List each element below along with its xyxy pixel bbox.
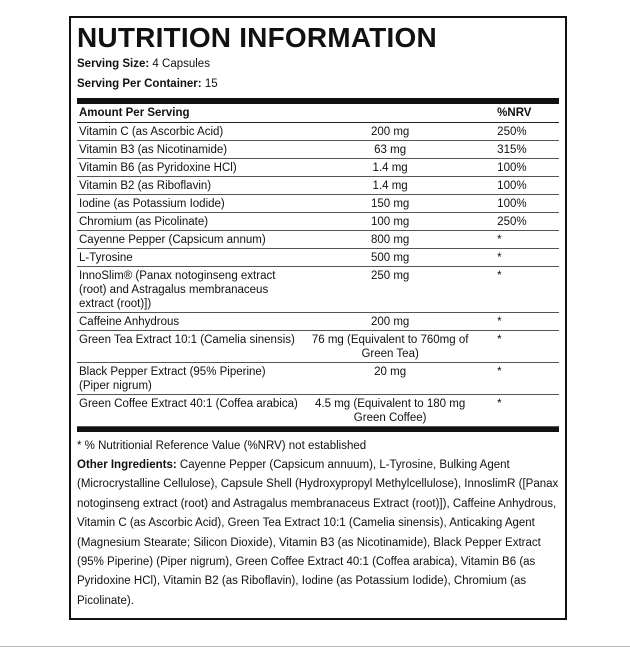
other-ingredients-text: Cayenne Pepper (Capsicum annuum), L-Tyrosine, Bulking Agent (Microcrystalline Cellulose), Capsule Shell (Hydroxypropyl Methylcellulose), InnoslimR ([Panax notoginseng extract (root) and Astragalus membranaceus Extract (root)]), Caffeine Anhydrous, Vitamin C (as Ascorbic Acid), Green Tea Extract 10:1 (Camelia sinensis), Anticaking Agent (Magnesium Stearate; Silicon Dioxide), Vitamin B3 (as Nicotinamide), Black Pepper Extract (95% Piperine) (Piper nigrum), Green Coffee Extract 40:1 (Coffea arabica), Vitamin B6 (as Pyridoxine HCl), Vitamin B2 (as Riboflavin), Iodine (as Potassium Iodide), Chromium (as Picolinate). — [77, 459, 559, 607]
ingredient-amount: 500 mg — [301, 249, 479, 267]
ingredient-amount: 800 mg — [301, 231, 479, 249]
table-header-row — [77, 104, 559, 123]
ingredient-nrv: 100% — [479, 159, 559, 177]
ingredient-amount: 20 mg — [301, 363, 479, 395]
ingredient-amount: 76 mg (Equivalent to 760mg of Green Tea) — [301, 331, 479, 363]
header-amount: Amount Per Serving — [77, 104, 301, 123]
table-row — [77, 363, 559, 395]
ingredient-name: Green Tea Extract 10:1 (Camelia sinensis) — [77, 331, 301, 363]
ingredient-name: Caffeine Anhydrous — [77, 313, 301, 331]
ingredient-name: Vitamin B2 (as Riboflavin) — [77, 177, 301, 195]
table-row — [77, 395, 559, 427]
ingredient-nrv: 250% — [479, 213, 559, 231]
ingredient-nrv: 250% — [479, 123, 559, 141]
ingredient-nrv: * — [479, 249, 559, 267]
servings-label: Serving Per Container: — [77, 78, 202, 90]
table-row — [77, 231, 559, 249]
page-title: NUTRITION INFORMATION — [77, 22, 437, 53]
ingredient-nrv: * — [479, 231, 559, 249]
table-row — [77, 213, 559, 231]
ingredient-name: Cayenne Pepper (Capsicum annum) — [77, 231, 301, 249]
table-row — [77, 177, 559, 195]
ingredient-nrv: * — [479, 363, 559, 395]
table-row — [77, 267, 559, 313]
ingredient-amount: 1.4 mg — [301, 177, 479, 195]
other-ingredients-label: Other Ingredients: — [77, 459, 177, 471]
table-row — [77, 249, 559, 267]
ingredient-amount: 63 mg — [301, 141, 479, 159]
nutrition-table — [77, 104, 559, 427]
ingredient-nrv: * — [479, 313, 559, 331]
ingredient-amount: 250 mg — [301, 267, 479, 313]
ingredient-amount: 1.4 mg — [301, 159, 479, 177]
ingredient-amount: 200 mg — [301, 313, 479, 331]
ingredient-name: Iodine (as Potassium Iodide) — [77, 195, 301, 213]
page-bottom-divider — [0, 646, 630, 647]
table-row — [77, 313, 559, 331]
table-row — [77, 331, 559, 363]
ingredient-name: Vitamin C (as Ascorbic Acid) — [77, 123, 301, 141]
ingredient-amount: 200 mg — [301, 123, 479, 141]
table-row — [77, 159, 559, 177]
table-row — [77, 123, 559, 141]
header-nrv: %NRV — [479, 104, 559, 123]
table-row — [77, 141, 559, 159]
header-blank — [301, 104, 479, 123]
serving-size — [77, 54, 559, 74]
ingredient-nrv: 315% — [479, 141, 559, 159]
ingredient-name: InnoSlim® (Panax notoginseng extract (root) and Astragalus membranaceus extract (root)]) — [77, 267, 301, 313]
other-ingredients — [77, 456, 559, 611]
serving-size-label: Serving Size: — [77, 58, 150, 70]
ingredient-nrv: * — [479, 395, 559, 427]
nrv-footnote: * % Nutritionial Reference Value (%NRV) not established — [77, 440, 367, 452]
serving-size-value: 4 Capsules — [152, 58, 210, 70]
thick-divider-bottom — [77, 427, 559, 432]
ingredient-nrv: * — [479, 331, 559, 363]
ingredient-name: Vitamin B6 (as Pyridoxine HCl) — [77, 159, 301, 177]
ingredient-name: Chromium (as Picolinate) — [77, 213, 301, 231]
ingredient-name: Vitamin B3 (as Nicotinamide) — [77, 141, 301, 159]
ingredient-name: Green Coffee Extract 40:1 (Coffea arabica) — [77, 395, 301, 427]
ingredient-nrv: 100% — [479, 177, 559, 195]
servings-value: 15 — [204, 78, 218, 90]
table-row — [77, 195, 559, 213]
nutrition-panel — [69, 16, 567, 620]
ingredient-amount: 4.5 mg (Equivalent to 180 mg Green Coffee) — [301, 395, 479, 427]
servings-per-container — [77, 74, 559, 94]
ingredient-nrv: 100% — [479, 195, 559, 213]
ingredient-name: Black Pepper Extract (95% Piperine) (Piper nigrum) — [77, 363, 301, 395]
ingredient-amount: 100 mg — [301, 213, 479, 231]
ingredient-amount: 150 mg — [301, 195, 479, 213]
ingredient-nrv: * — [479, 267, 559, 313]
ingredient-name: L-Tyrosine — [77, 249, 301, 267]
